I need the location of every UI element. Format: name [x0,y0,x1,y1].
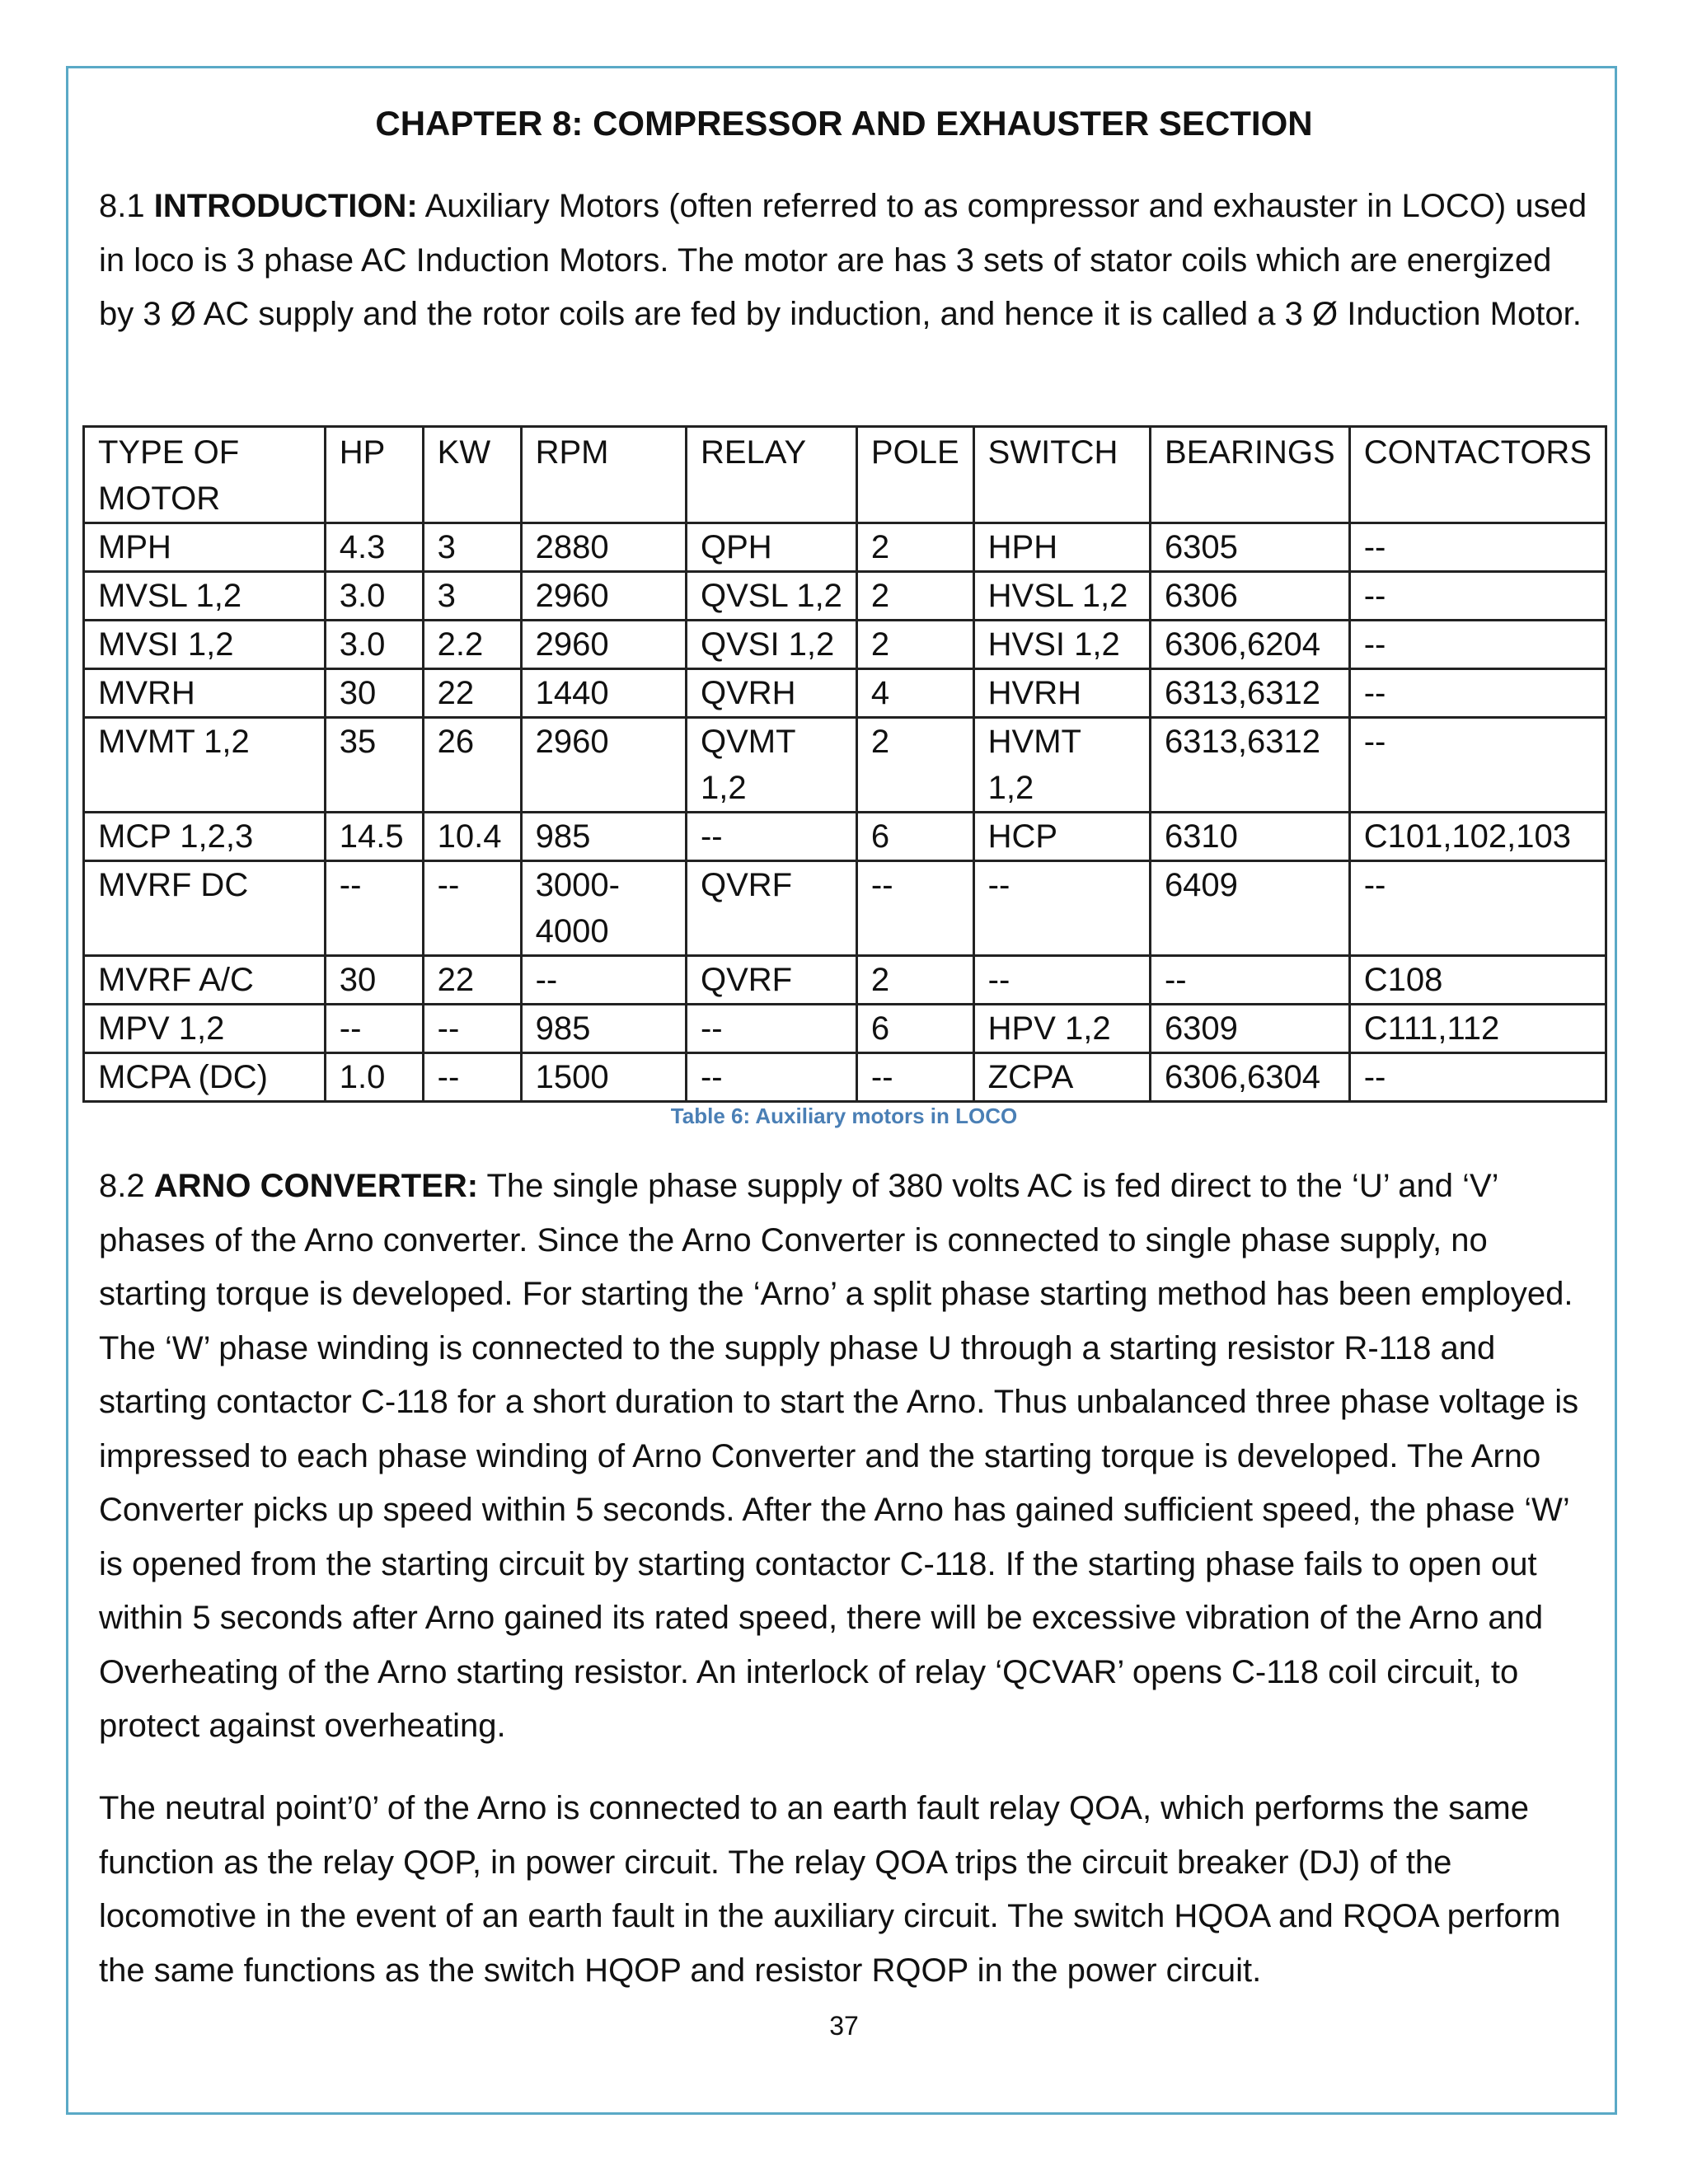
table-cell: 1.0 [325,1053,423,1102]
table-cell: 2960 [521,572,686,621]
table-row [84,813,1606,861]
table-cell: 14.5 [325,813,423,861]
table-caption: Table 6: Auxiliary motors in LOCO [670,1104,1018,1128]
table-cell: C101,102,103 [1349,813,1606,861]
table-cell: 1500 [521,1053,686,1102]
table-cell: -- [686,1005,856,1053]
table-cell: -- [686,1053,856,1102]
table-cell: 2 [856,956,973,1005]
table-cell: 4.3 [325,523,423,572]
table-cell: -- [856,861,973,956]
table-cell: 2 [856,523,973,572]
table-cell: 30 [325,669,423,718]
table-cell: HPH [973,523,1150,572]
header-kw: KW [423,427,521,523]
table-header-row [84,427,1606,523]
table-cell: 2 [856,621,973,669]
intro-heading: INTRODUCTION: [153,188,418,224]
header-contactors: CONTACTORS [1349,427,1606,523]
table-cell: -- [1349,718,1606,813]
table-cell: 3 [423,572,521,621]
table-cell: 6313,6312 [1150,669,1349,718]
table-cell: 1440 [521,669,686,718]
table-cell: MVRH [84,669,326,718]
header-bearings: BEARINGS [1150,427,1349,523]
table-cell: 2960 [521,718,686,813]
table-cell: -- [1349,621,1606,669]
arno-heading: ARNO CONVERTER: [153,1168,479,1204]
table-cell: 6306 [1150,572,1349,621]
intro-section-number: 8.1 [99,188,154,224]
arno-paragraph [99,1160,1591,1754]
table-cell: -- [1349,523,1606,572]
table-row [84,861,1606,956]
table-cell: 3.0 [325,621,423,669]
table-cell: -- [856,1053,973,1102]
table-cell: 30 [325,956,423,1005]
arno-section-number: 8.2 [99,1168,154,1204]
table-cell: QVRH [686,669,856,718]
arno-text: The single phase supply of 380 volts AC is fed direct to the ‘U’ and ‘V’ phases of the Arno converter. Since the Arno Converter is connected to single phase supply, no starting torque is developed. For starting the ‘Arno’ a split phase starting method has been employed. The ‘W’ phase winding is connected to the supply phase U through a starting resistor R-118 and starting contactor C-118 for a short duration to start the Arno. Thus unbalanced three phase voltage is impressed to each phase winding of Arno Converter and the starting torque is developed. The Arno Converter picks up speed within 5 seconds. After the Arno has gained sufficient speed, the phase ‘W’ is opened from the starting circuit by starting contactor C-118. If the starting phase fails to open out within 5 seconds after Arno gained its rated speed, there will be excessive vibration of the Arno and Overheating of the Arno starting resistor. An interlock of relay ‘QCVAR’ opens C-118 coil circuit, to protect against overheating. [99,1168,1579,1744]
table-cell: MCPA (DC) [84,1053,326,1102]
table-cell: -- [325,861,423,956]
table-cell: MPH [84,523,326,572]
table-cell: MVRF A/C [84,956,326,1005]
table-cell: 35 [325,718,423,813]
table-cell: -- [973,861,1150,956]
table-cell: -- [423,1005,521,1053]
header-pole: POLE [856,427,973,523]
table-cell: HCP [973,813,1150,861]
table-cell: 2.2 [423,621,521,669]
table-cell: 26 [423,718,521,813]
table-row [84,718,1606,813]
table-cell: 3.0 [325,572,423,621]
table-cell: QVRF [686,956,856,1005]
header-hp: HP [325,427,423,523]
header-type-of-motor: TYPE OF MOTOR [84,427,326,523]
table-cell: 6409 [1150,861,1349,956]
table-cell: HPV 1,2 [973,1005,1150,1053]
table-cell: QVRF [686,861,856,956]
table-cell: 22 [423,669,521,718]
table-cell: -- [521,956,686,1005]
intro-text: Auxiliary Motors (often referred to as compressor and exhauster in LOCO) used in loco is 3 phase AC Induction Motors. The motor are has 3 sets of stator coils which are energized by 3 Ø AC supply and the rotor coils are fed by induction, and hence it is called a 3 Ø Induction Motor. [99,188,1587,332]
table-cell: 6306,6204 [1150,621,1349,669]
table-cell: ZCPA [973,1053,1150,1102]
table-cell: 6310 [1150,813,1349,861]
table-cell: MPV 1,2 [84,1005,326,1053]
page-number: 37 [829,2011,859,2041]
table-cell: QPH [686,523,856,572]
table-cell: 985 [521,1005,686,1053]
table-cell: -- [1150,956,1349,1005]
table-cell: HVSI 1,2 [973,621,1150,669]
header-switch: SWITCH [973,427,1150,523]
intro-paragraph [99,180,1591,342]
table-row [84,621,1606,669]
table-cell: MVRF DC [84,861,326,956]
header-rpm: RPM [521,427,686,523]
table-cell: -- [1349,572,1606,621]
table-cell: 3 [423,523,521,572]
table-cell: -- [973,956,1150,1005]
header-relay: RELAY [686,427,856,523]
table-cell: -- [423,861,521,956]
table-cell: -- [325,1005,423,1053]
table-row [84,523,1606,572]
table-cell: MVSL 1,2 [84,572,326,621]
table-row [84,669,1606,718]
table-cell: 6 [856,1005,973,1053]
chapter-title: CHAPTER 8: COMPRESSOR AND EXHAUSTER SECTION [375,104,1313,143]
table-cell: HVMT 1,2 [973,718,1150,813]
table-cell: C111,112 [1349,1005,1606,1053]
table-cell: 10.4 [423,813,521,861]
table-cell: 2960 [521,621,686,669]
table-cell: 6313,6312 [1150,718,1349,813]
auxiliary-motors-table [82,425,1607,1103]
neutral-paragraph: The neutral point’0’ of the Arno is connected to an earth fault relay QOA, which performs the same function as the relay QOP, in power circuit. The relay QOA trips the circuit breaker (DJ) of the locomotive in the event of an earth fault in the auxiliary circuit. The switch HQOA and RQOA perform the same functions as the switch HQOP and resistor RQOP in the power circuit. [99,1790,1561,1989]
table-cell: -- [686,813,856,861]
table-cell: 985 [521,813,686,861]
table-cell: 6309 [1150,1005,1349,1053]
table-cell: -- [1349,861,1606,956]
table-cell: -- [423,1053,521,1102]
table-cell: 6305 [1150,523,1349,572]
table-cell: MVSI 1,2 [84,621,326,669]
table-cell: -- [1349,669,1606,718]
table-cell: 6 [856,813,973,861]
table-cell: QVSI 1,2 [686,621,856,669]
table-cell: HVRH [973,669,1150,718]
table-cell: C108 [1349,956,1606,1005]
table-cell: HVSL 1,2 [973,572,1150,621]
table-cell: QVSL 1,2 [686,572,856,621]
table-cell: MCP 1,2,3 [84,813,326,861]
table-cell: 22 [423,956,521,1005]
table-cell: QVMT 1,2 [686,718,856,813]
table-row [84,1005,1606,1053]
table-cell: 6306,6304 [1150,1053,1349,1102]
table-row [84,956,1606,1005]
table-cell: MVMT 1,2 [84,718,326,813]
table-cell: 2 [856,572,973,621]
table-row [84,572,1606,621]
table-cell: 2880 [521,523,686,572]
table-cell: 4 [856,669,973,718]
table-cell: 3000-4000 [521,861,686,956]
table-cell: 2 [856,718,973,813]
table-row [84,1053,1606,1102]
table-cell: -- [1349,1053,1606,1102]
